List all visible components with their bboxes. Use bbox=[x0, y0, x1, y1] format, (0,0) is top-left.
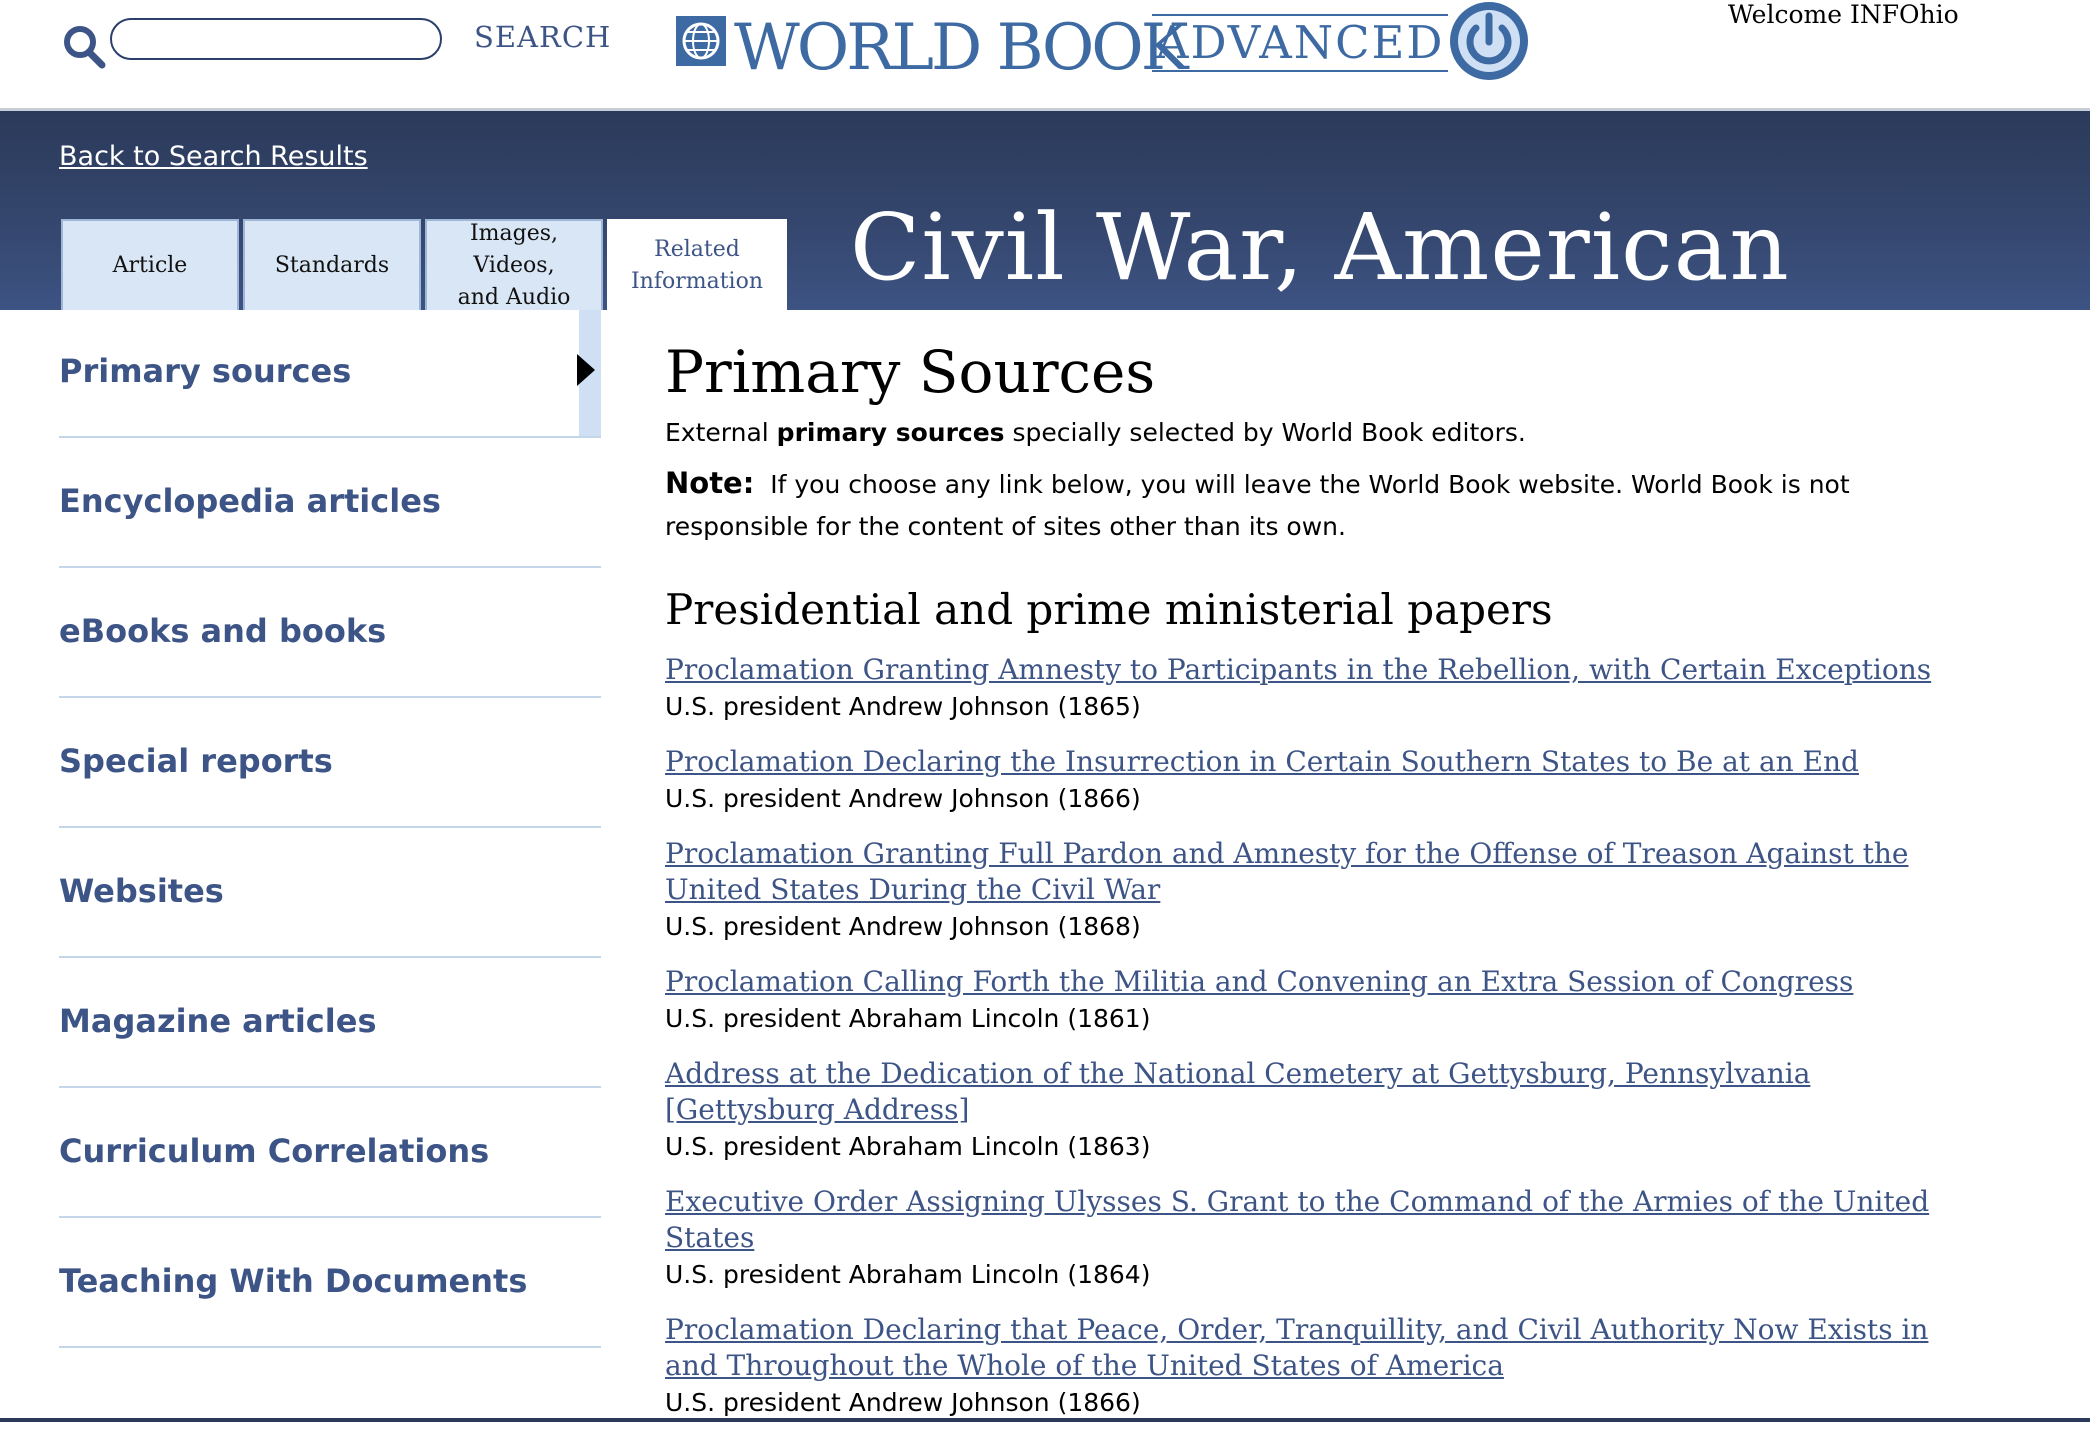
tab-article[interactable] bbox=[61, 219, 239, 310]
back-to-results-link[interactable]: Back to Search Results bbox=[59, 141, 368, 172]
tab-related-information[interactable] bbox=[607, 219, 787, 310]
list-item bbox=[665, 652, 1965, 726]
source-link[interactable]: Executive Order Assigning Ulysses S. Grant to the Command of the Armies of the United States bbox=[665, 1185, 1930, 1254]
chevron-right-icon bbox=[577, 354, 595, 386]
sidebar-item-label: eBooks and books bbox=[59, 612, 387, 650]
page-title: Civil War, American bbox=[850, 194, 1790, 301]
source-author: U.S. president Andrew Johnson (1866) bbox=[665, 1388, 1141, 1417]
list-item bbox=[665, 836, 1965, 946]
sidebar-item-encyclopedia-articles[interactable] bbox=[59, 440, 601, 568]
article-header bbox=[0, 111, 2090, 310]
tab-label-2: Information bbox=[630, 268, 764, 294]
tab-label: Article bbox=[112, 252, 188, 278]
sidebar-item-label: Curriculum Correlations bbox=[59, 1132, 490, 1170]
sidebar-item-label: Primary sources bbox=[59, 352, 352, 390]
note-label: Note: bbox=[665, 466, 755, 500]
page-bottom-divider bbox=[0, 1418, 2090, 1422]
tab-label: Related bbox=[654, 236, 740, 262]
search-input[interactable] bbox=[110, 18, 442, 60]
source-author: U.S. president Andrew Johnson (1865) bbox=[665, 692, 1141, 721]
intro-text bbox=[665, 418, 1526, 447]
section-heading: Primary Sources bbox=[665, 338, 1156, 406]
sidebar-item-label: Websites bbox=[59, 872, 224, 910]
list-item bbox=[665, 1184, 1965, 1294]
sidebar-item-curriculum-correlations[interactable] bbox=[59, 1090, 601, 1218]
source-link[interactable]: Proclamation Declaring that Peace, Order, Tranquillity, and Civil Authority Now Exists in and Throughout the Whole of the United States of America bbox=[665, 1313, 1929, 1382]
source-author: U.S. president Andrew Johnson (1866) bbox=[665, 784, 1141, 813]
source-author: U.S. president Abraham Lincoln (1863) bbox=[665, 1132, 1151, 1161]
logo-wordmark: WORLD BOOK bbox=[734, 11, 1186, 85]
tab-label: Standards bbox=[274, 252, 390, 278]
intro-pre: External bbox=[665, 418, 777, 447]
search-button[interactable]: SEARCH bbox=[474, 20, 612, 54]
source-link[interactable]: Address at the Dedication of the National Cemetery at Gettysburg, Pennsylvania [Gettysburg Address] bbox=[665, 1057, 1811, 1126]
sidebar-item-label: Magazine articles bbox=[59, 1002, 377, 1040]
sidebar-item-websites[interactable] bbox=[59, 830, 601, 958]
source-link[interactable]: Proclamation Calling Forth the Militia and Convening an Extra Session of Congress bbox=[665, 965, 1854, 998]
sidebar-item-primary-sources[interactable] bbox=[59, 310, 601, 438]
list-item bbox=[665, 964, 1965, 1038]
sidebar-item-special-reports[interactable] bbox=[59, 700, 601, 828]
source-link[interactable]: Proclamation Granting Amnesty to Participants in the Rebellion, with Certain Exceptions bbox=[665, 653, 1932, 686]
sidebar-item-magazine-articles[interactable] bbox=[59, 960, 601, 1088]
welcome-message: Welcome INFOhio bbox=[1728, 0, 1959, 29]
tab-standards[interactable] bbox=[243, 219, 421, 310]
sidebar-item-label: Teaching With Documents bbox=[59, 1262, 528, 1300]
sidebar-item-label: Encyclopedia articles bbox=[59, 482, 441, 520]
list-item bbox=[665, 1312, 1965, 1422]
intro-post: specially selected by World Book editors. bbox=[1004, 418, 1526, 447]
search-icon[interactable] bbox=[60, 20, 110, 70]
tab-label: Images, Videos, bbox=[469, 220, 559, 278]
sidebar-item-teaching-with-documents[interactable] bbox=[59, 1220, 601, 1348]
external-links-note bbox=[665, 462, 1965, 548]
source-author: U.S. president Andrew Johnson (1868) bbox=[665, 912, 1141, 941]
list-item bbox=[665, 744, 1965, 818]
source-link[interactable]: Proclamation Granting Full Pardon and Amnesty for the Offense of Treason Against the United States During the Civil War bbox=[665, 837, 1909, 906]
sidebar-item-ebooks-and-books[interactable] bbox=[59, 570, 601, 698]
logo-edition: ADVANCED bbox=[1152, 14, 1448, 72]
world-book-logo[interactable] bbox=[676, 8, 1186, 85]
subsection-title: Presidential and prime ministerial papers bbox=[665, 585, 1553, 634]
power-icon[interactable] bbox=[1448, 0, 1530, 82]
list-item bbox=[665, 1056, 1965, 1166]
tab-label-2: and Audio bbox=[457, 284, 571, 310]
globe-icon bbox=[676, 16, 726, 66]
source-list bbox=[665, 652, 1965, 1440]
source-link[interactable]: Proclamation Declaring the Insurrection in Certain Southern States to Be at an End bbox=[665, 745, 1859, 778]
intro-bold: primary sources bbox=[776, 418, 1005, 447]
top-bar bbox=[0, 0, 2090, 111]
note-text: If you choose any link below, you will leave the World Book website. World Book is not responsible for the content of sites other than its own. bbox=[665, 470, 1850, 541]
source-author: U.S. president Abraham Lincoln (1864) bbox=[665, 1260, 1151, 1289]
source-author: U.S. president Abraham Lincoln (1861) bbox=[665, 1004, 1151, 1033]
sidebar-item-label: Special reports bbox=[59, 742, 333, 780]
related-info-sidebar bbox=[59, 310, 601, 1348]
tab-images-videos-audio[interactable] bbox=[425, 219, 603, 310]
